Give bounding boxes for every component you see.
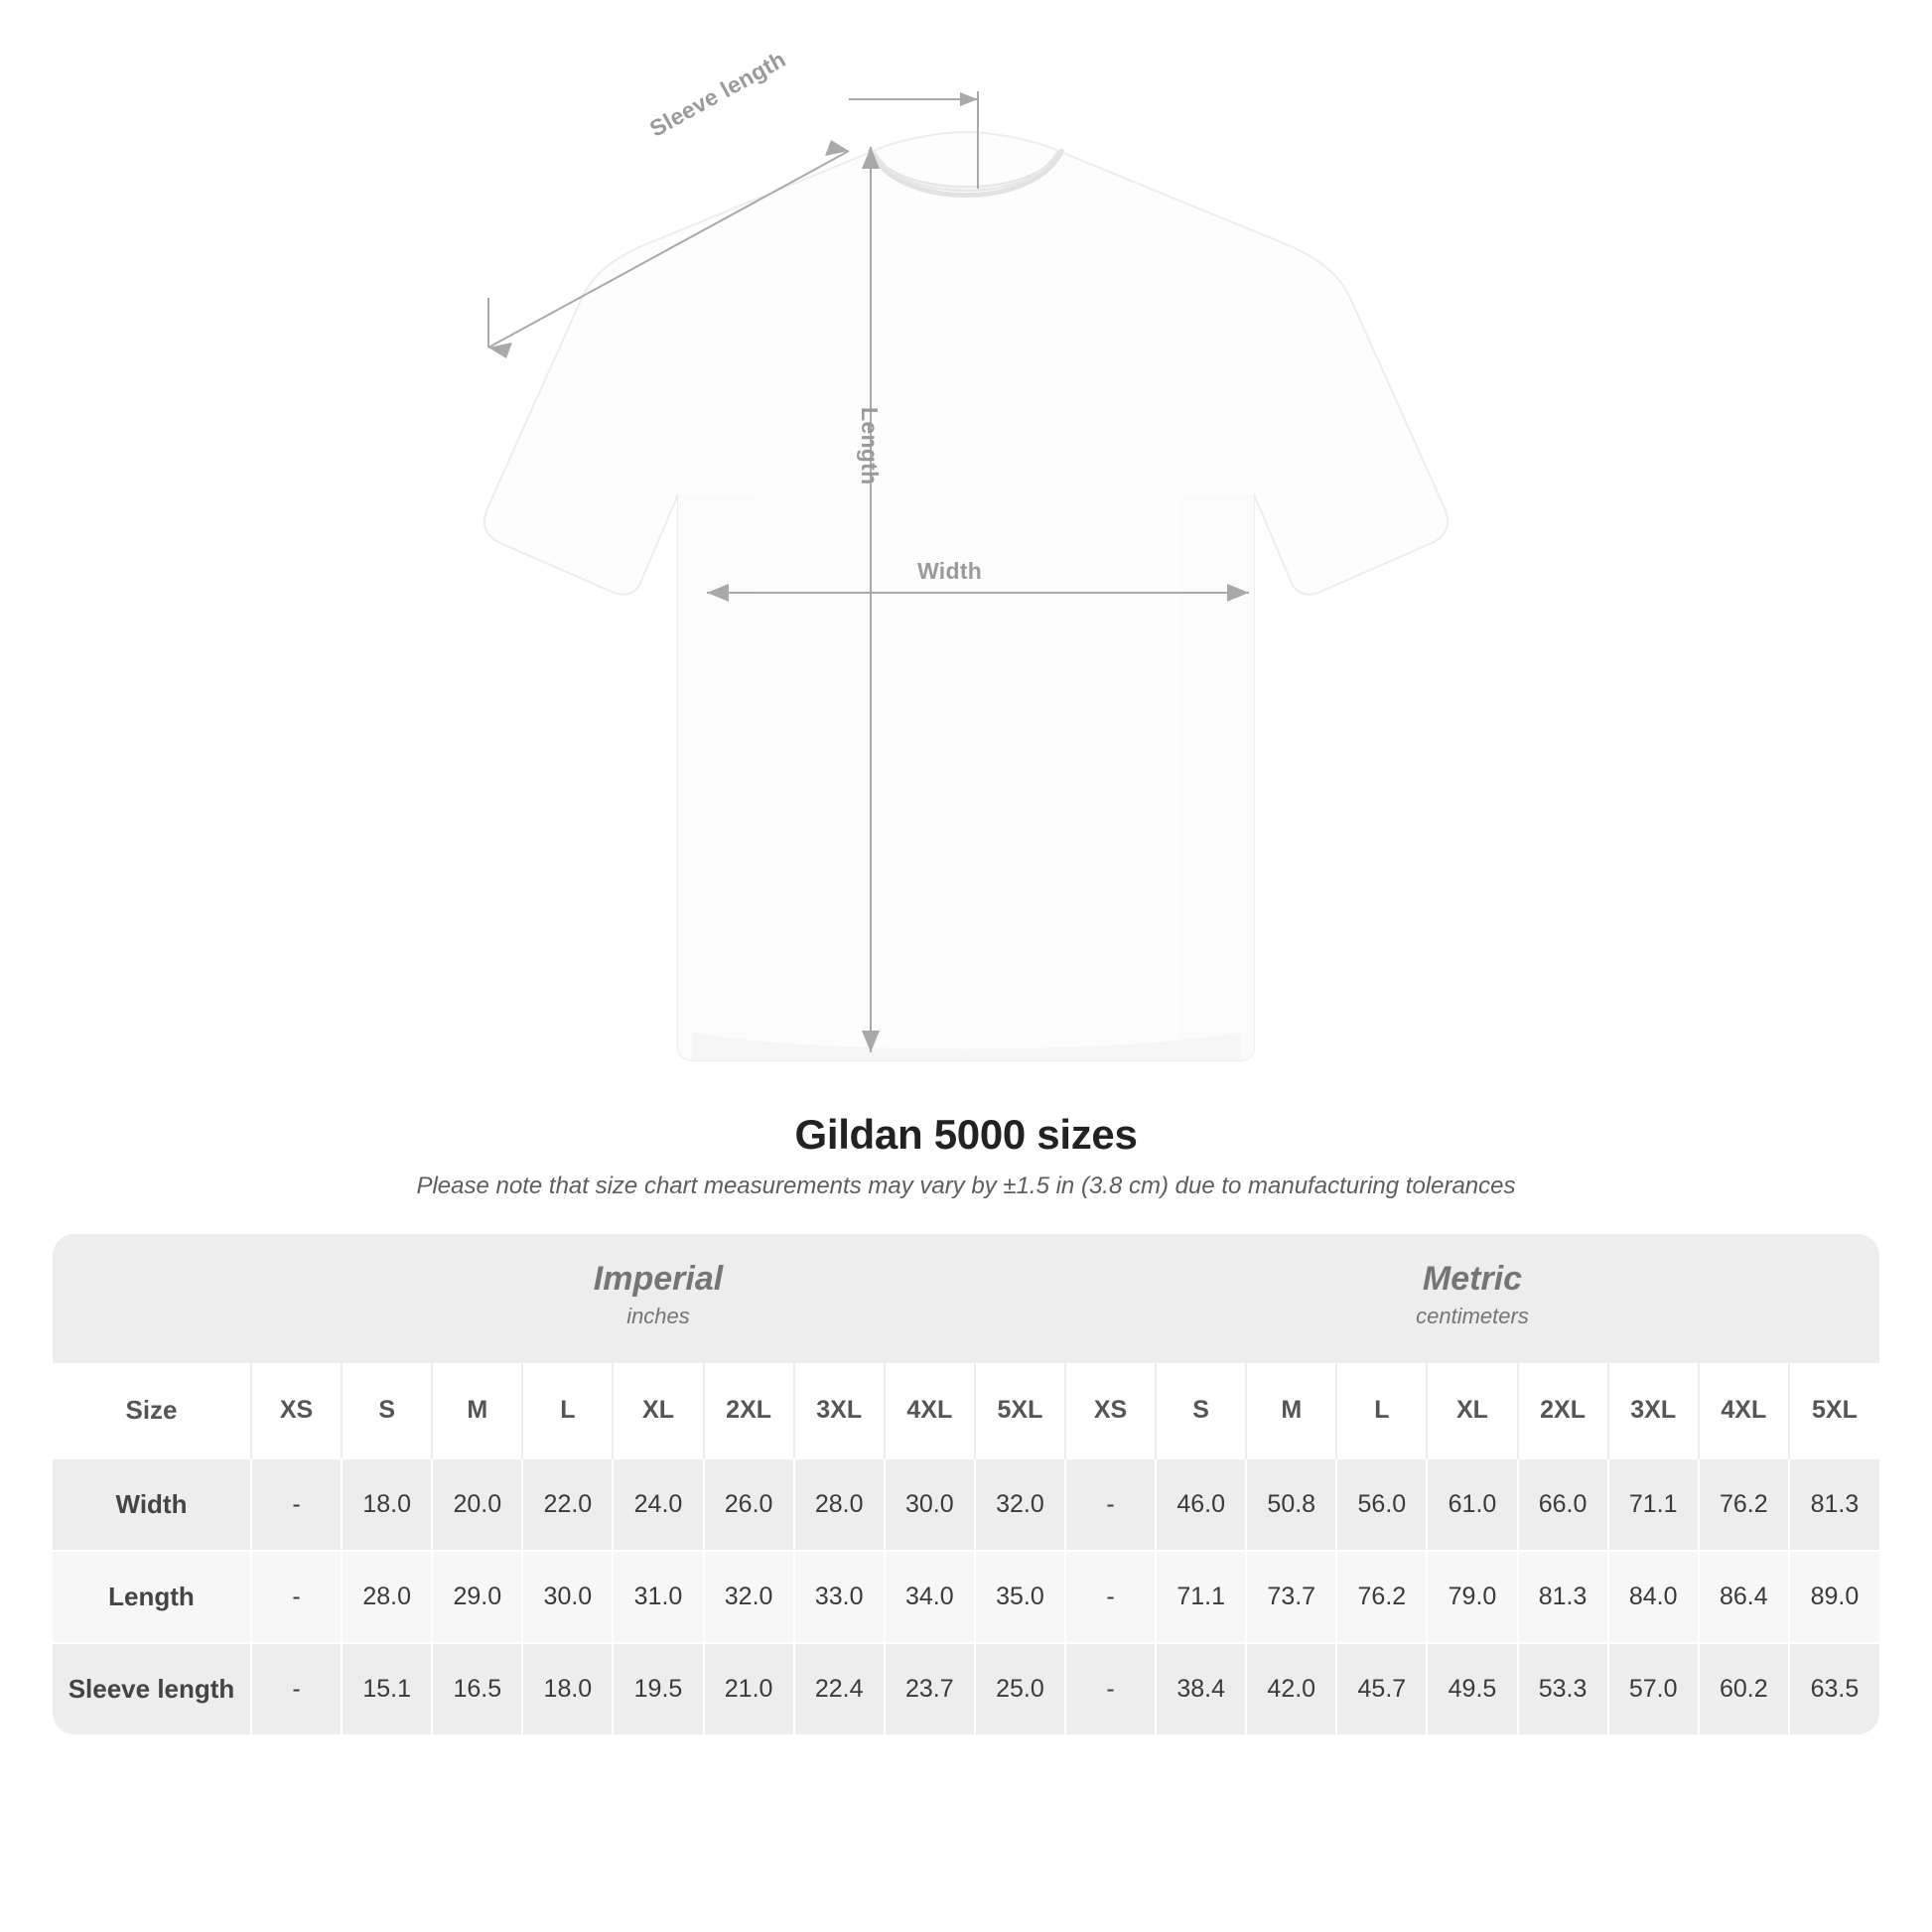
sleeve-length-label: Sleeve length [645, 46, 790, 142]
measurement-cell: - [251, 1551, 342, 1643]
measurement-cell: 89.0 [1789, 1551, 1879, 1643]
size-column-header: 2XL [1518, 1363, 1608, 1458]
measurement-cell: - [1065, 1643, 1156, 1734]
measurement-cell: 26.0 [704, 1458, 794, 1551]
measurement-cell: 42.0 [1246, 1643, 1336, 1734]
tolerance-note: Please note that size chart measurements may vary by ±1.5 in (3.8 cm) due to manufacturing tolerances [416, 1173, 1516, 1199]
measurement-cell: 22.0 [522, 1458, 613, 1551]
size-column-header: M [1246, 1363, 1336, 1458]
measurement-cell: 22.4 [794, 1643, 885, 1734]
size-column-header: 5XL [975, 1363, 1065, 1458]
measurement-cell: 35.0 [975, 1551, 1065, 1643]
measurement-cell: 63.5 [1789, 1643, 1879, 1734]
measurement-cell: 19.5 [613, 1643, 703, 1734]
measurement-cell: 46.0 [1156, 1458, 1246, 1551]
measurement-cell: 60.2 [1699, 1643, 1789, 1734]
size-column-header: 3XL [1608, 1363, 1699, 1458]
measurement-cell: 30.0 [522, 1551, 613, 1643]
size-column-header: L [1336, 1363, 1427, 1458]
measurement-cell: 18.0 [522, 1643, 613, 1734]
table-row [53, 1643, 1879, 1734]
measurement-cell: 71.1 [1608, 1458, 1699, 1551]
measurement-cell: 15.1 [342, 1643, 432, 1734]
measurement-cell: 32.0 [975, 1458, 1065, 1551]
measurement-cell: 45.7 [1336, 1643, 1427, 1734]
measurement-cell: 76.2 [1699, 1458, 1789, 1551]
size-column-header: 4XL [885, 1363, 975, 1458]
size-table-wrapper [53, 1234, 1879, 1734]
measurement-cell: 34.0 [885, 1551, 975, 1643]
size-column-header: 5XL [1789, 1363, 1879, 1458]
length-label: Length [857, 407, 883, 485]
measurement-cell: 29.0 [432, 1551, 522, 1643]
imperial-unit-header [251, 1234, 1065, 1363]
page-title: Gildan 5000 sizes [794, 1111, 1138, 1158]
measurement-cell: - [1065, 1551, 1156, 1643]
title-block [0, 1111, 1932, 1234]
measurement-cell: 81.3 [1789, 1458, 1879, 1551]
size-column-header: M [432, 1363, 522, 1458]
measurement-cell: 24.0 [613, 1458, 703, 1551]
measurement-cell: 49.5 [1427, 1643, 1517, 1734]
row-label: Width [53, 1458, 251, 1551]
imperial-unit-sub: inches [626, 1304, 690, 1329]
unit-spacer-cell [53, 1234, 251, 1363]
size-column-header: XL [1427, 1363, 1517, 1458]
measurement-cell: 18.0 [342, 1458, 432, 1551]
measurement-cell: 71.1 [1156, 1551, 1246, 1643]
measurement-cell: 32.0 [704, 1551, 794, 1643]
measurement-cell: 23.7 [885, 1643, 975, 1734]
measurement-cell: 30.0 [885, 1458, 975, 1551]
measurement-cell: 33.0 [794, 1551, 885, 1643]
measurement-cell: 28.0 [794, 1458, 885, 1551]
measurement-cell: 28.0 [342, 1551, 432, 1643]
measurement-cell: 53.3 [1518, 1643, 1608, 1734]
measurement-cell: 84.0 [1608, 1551, 1699, 1643]
imperial-unit-name: Imperial [593, 1260, 724, 1298]
measurement-cell: 16.5 [432, 1643, 522, 1734]
size-table-body [53, 1234, 1879, 1734]
measurement-cell: 73.7 [1246, 1551, 1336, 1643]
size-column-header: XS [251, 1363, 342, 1458]
size-column-header: XL [613, 1363, 703, 1458]
measurement-cell: 57.0 [1608, 1643, 1699, 1734]
measurement-cell: 56.0 [1336, 1458, 1427, 1551]
measurement-cell: 61.0 [1427, 1458, 1517, 1551]
table-row [53, 1551, 1879, 1643]
measurement-cell: 38.4 [1156, 1643, 1246, 1734]
size-row-header: Size [53, 1363, 251, 1458]
unit-header-row [53, 1234, 1879, 1363]
size-column-header: 3XL [794, 1363, 885, 1458]
size-column-header: S [342, 1363, 432, 1458]
measurement-cell: 20.0 [432, 1458, 522, 1551]
metric-unit-header [1065, 1234, 1879, 1363]
table-row [53, 1458, 1879, 1551]
measurement-cell: 25.0 [975, 1643, 1065, 1734]
size-header-row [53, 1363, 1879, 1458]
measurement-cell: 21.0 [704, 1643, 794, 1734]
measurement-cell: 81.3 [1518, 1551, 1608, 1643]
size-column-header: 2XL [704, 1363, 794, 1458]
metric-unit-sub: centimeters [1416, 1304, 1529, 1329]
size-column-header: XS [1065, 1363, 1156, 1458]
size-column-header: S [1156, 1363, 1246, 1458]
row-label: Sleeve length [53, 1643, 251, 1734]
measurement-cell: 50.8 [1246, 1458, 1336, 1551]
measurement-cell: - [251, 1643, 342, 1734]
measurement-cell: - [1065, 1458, 1156, 1551]
measurement-cell: 66.0 [1518, 1458, 1608, 1551]
size-column-header: 4XL [1699, 1363, 1789, 1458]
width-label: Width [917, 558, 983, 584]
measurement-cell: 31.0 [613, 1551, 703, 1643]
metric-unit-name: Metric [1422, 1260, 1523, 1298]
measurement-cell: 79.0 [1427, 1551, 1517, 1643]
measurement-cell: 86.4 [1699, 1551, 1789, 1643]
row-label: Length [53, 1551, 251, 1643]
size-table [53, 1234, 1879, 1734]
size-column-header: L [522, 1363, 613, 1458]
measurement-cell: 76.2 [1336, 1551, 1427, 1643]
measurement-cell: - [251, 1458, 342, 1551]
